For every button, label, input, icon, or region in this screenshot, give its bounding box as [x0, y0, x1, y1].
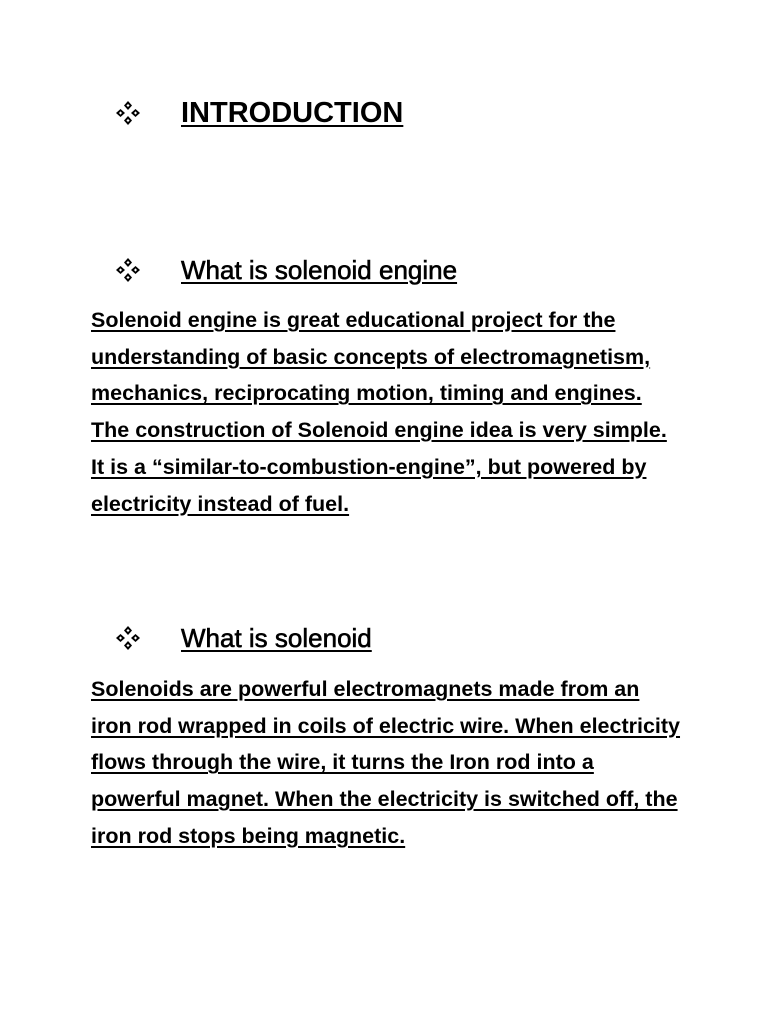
heading-title: What is solenoid engine: [181, 254, 458, 285]
section-heading-solenoid: [115, 622, 372, 654]
section-body-solenoid: Solenoids are powerful electromagnets made from an iron rod wrapped in coils of electric wire. When electricity flows through the wire, it turns the Iron rod into a powerful magnet. When the electricity is switched off, the iron rod stops being magnetic.: [91, 677, 681, 848]
section-heading-solenoid-engine: [115, 254, 458, 286]
section-body-solenoid-engine: Solenoid engine is great educational project for the understanding of basic concepts of electromagnetism, mechanics, reciprocating motion, timing and engines. The construction of Solenoid engine idea is very simple. It is a “similar-to-combustion-engine”, but powered by electricity instead of fuel.: [91, 308, 667, 516]
heading-title: INTRODUCTION: [181, 96, 404, 129]
four-diamond-bullet-icon: [115, 257, 141, 283]
four-diamond-bullet-icon: [115, 625, 141, 651]
section-heading-introduction: [115, 96, 404, 129]
four-diamond-bullet-icon: [115, 100, 141, 126]
heading-title: What is solenoid: [181, 622, 372, 653]
